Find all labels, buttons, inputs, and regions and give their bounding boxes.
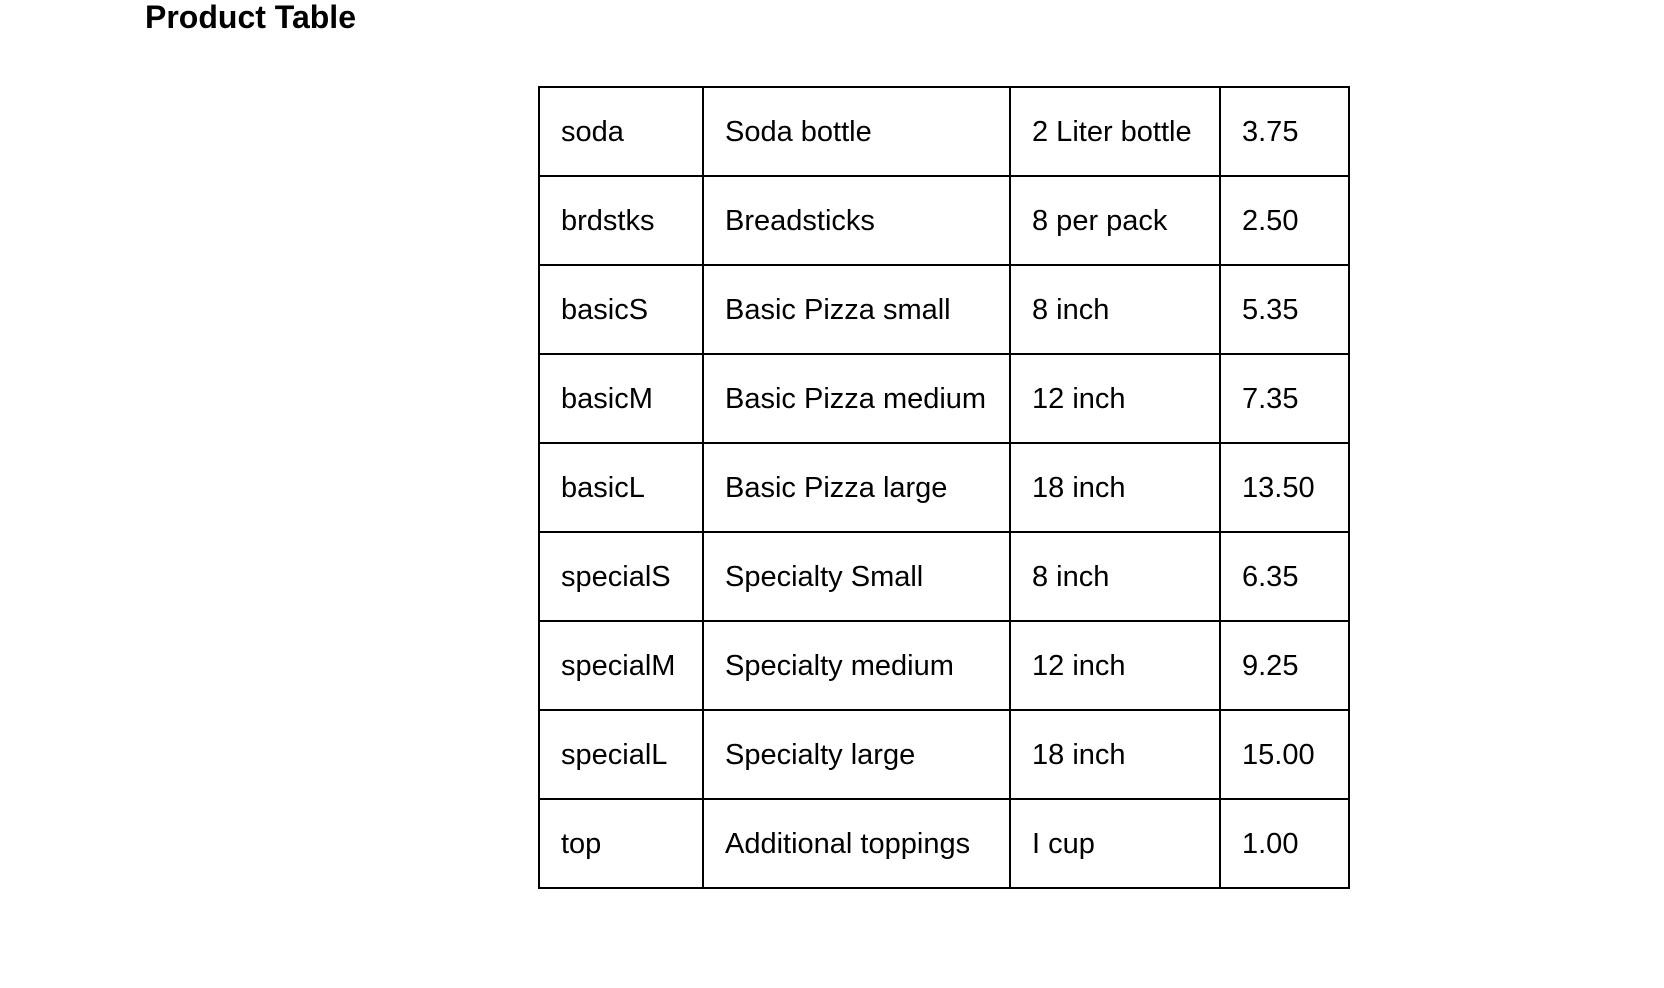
product-description-cell: Breadsticks <box>703 176 1010 265</box>
table-row <box>539 621 1349 710</box>
product-size-cell: 18 inch <box>1010 443 1220 532</box>
product-description-cell: Specialty medium <box>703 621 1010 710</box>
table-row <box>539 354 1349 443</box>
page-title: Product Table <box>145 0 356 35</box>
product-code-cell: top <box>539 799 703 888</box>
product-price-cell: 6.35 <box>1220 532 1349 621</box>
table-row <box>539 87 1349 176</box>
product-price-cell: 3.75 <box>1220 87 1349 176</box>
product-size-cell: 18 inch <box>1010 710 1220 799</box>
product-code-cell: specialL <box>539 710 703 799</box>
product-size-cell: I cup <box>1010 799 1220 888</box>
product-price-cell: 2.50 <box>1220 176 1349 265</box>
product-description-cell: Specialty large <box>703 710 1010 799</box>
product-description-cell: Basic Pizza large <box>703 443 1010 532</box>
product-description-cell: Soda bottle <box>703 87 1010 176</box>
product-description-cell: Specialty Small <box>703 532 1010 621</box>
product-code-cell: soda <box>539 87 703 176</box>
table-row <box>539 532 1349 621</box>
product-code-cell: basicL <box>539 443 703 532</box>
product-size-cell: 12 inch <box>1010 621 1220 710</box>
product-description-cell: Additional toppings <box>703 799 1010 888</box>
product-price-cell: 5.35 <box>1220 265 1349 354</box>
product-price-cell: 1.00 <box>1220 799 1349 888</box>
product-code-cell: specialS <box>539 532 703 621</box>
table-row <box>539 443 1349 532</box>
product-description-cell: Basic Pizza small <box>703 265 1010 354</box>
product-price-cell: 7.35 <box>1220 354 1349 443</box>
product-size-cell: 12 inch <box>1010 354 1220 443</box>
product-code-cell: basicS <box>539 265 703 354</box>
product-size-cell: 2 Liter bottle <box>1010 87 1220 176</box>
table-row <box>539 176 1349 265</box>
product-table <box>538 86 1350 889</box>
table-row <box>539 265 1349 354</box>
product-code-cell: specialM <box>539 621 703 710</box>
table-row <box>539 710 1349 799</box>
product-size-cell: 8 inch <box>1010 532 1220 621</box>
product-price-cell: 9.25 <box>1220 621 1349 710</box>
product-code-cell: brdstks <box>539 176 703 265</box>
table-row <box>539 799 1349 888</box>
product-size-cell: 8 per pack <box>1010 176 1220 265</box>
product-size-cell: 8 inch <box>1010 265 1220 354</box>
product-price-cell: 15.00 <box>1220 710 1349 799</box>
product-price-cell: 13.50 <box>1220 443 1349 532</box>
product-code-cell: basicM <box>539 354 703 443</box>
product-description-cell: Basic Pizza medium <box>703 354 1010 443</box>
